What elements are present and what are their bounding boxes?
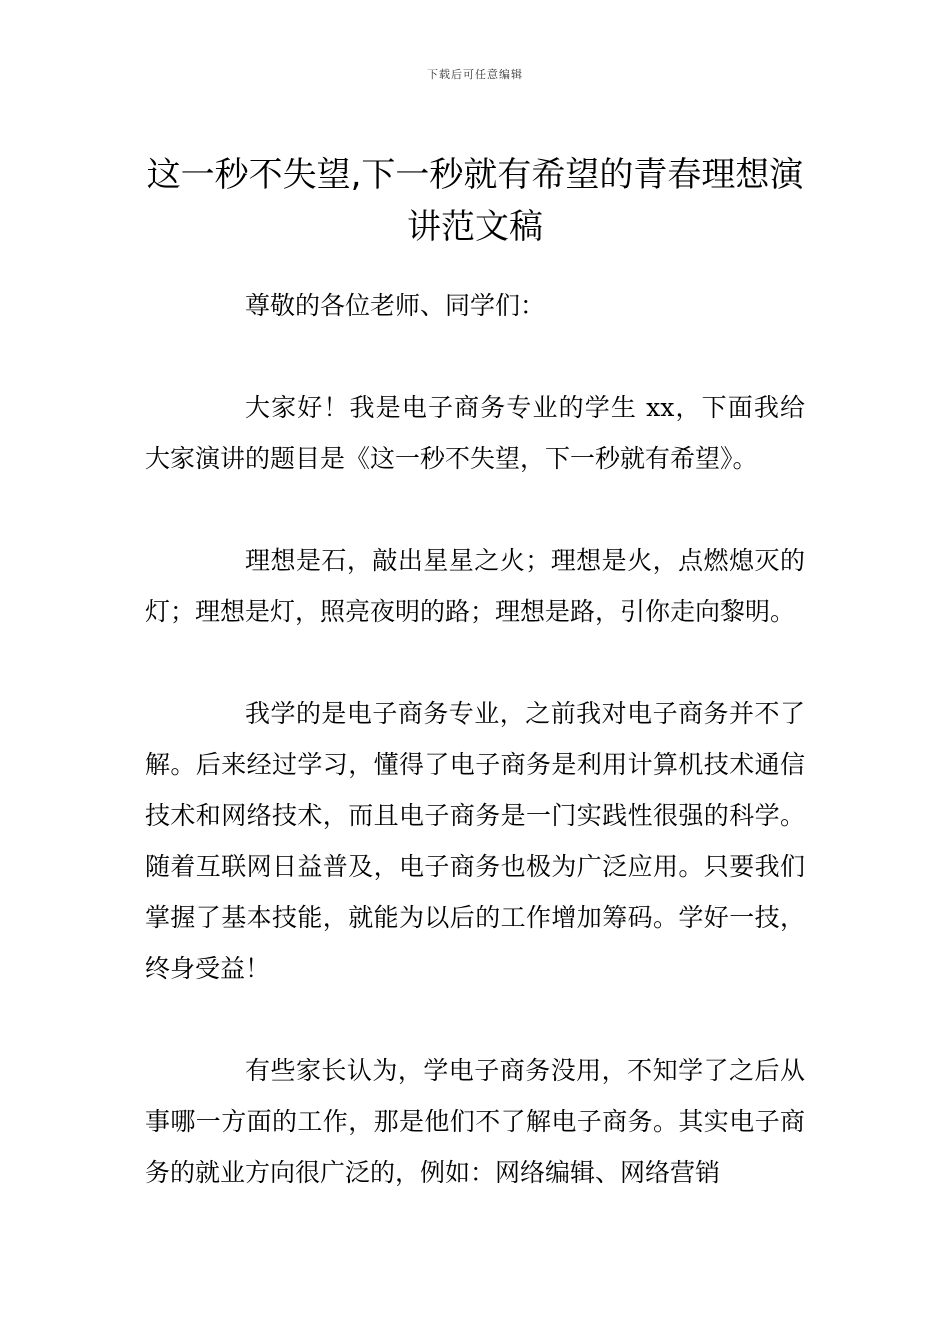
document-body bbox=[145, 280, 805, 1249]
document-title: 这一秒不失望,下一秒就有希望的青春理想演讲范文稿 bbox=[146, 154, 804, 247]
paragraph-major: 我学的是电子商务专业，之前我对电子商务并不了解。后来经过学习，懂得了电子商务是利用计算机技术通信技术和网络技术，而且电子商务是一门实践性很强的科学。随着互联网日益普及，电子商务也极为广泛应用。只要我们掌握了基本技能，就能为以后的工作增加筹码。学好一技，终身受益！ bbox=[145, 699, 805, 983]
header-note: 下载后可任意编辑 bbox=[427, 68, 523, 81]
paragraph-parents: 有些家长认为，学电子商务没用，不知学了之后从事哪一方面的工作，那是他们不了解电子商务。其实电子商务的就业方向很广泛的，例如：网络编辑、网络营销 bbox=[145, 1056, 805, 1187]
salutation: 尊敬的各位老师、同学们： bbox=[245, 291, 546, 320]
paragraph-ideals: 理想是石，敲出星星之火；理想是火，点燃熄灭的灯；理想是灯，照亮夜明的路；理想是路，引你走向黎明。 bbox=[145, 546, 805, 626]
paragraph-greeting: 大家好！我是电子商务专业的学生 xx，下面我给大家演讲的题目是《这一秒不失望，下一秒就有希望》。 bbox=[145, 393, 805, 473]
